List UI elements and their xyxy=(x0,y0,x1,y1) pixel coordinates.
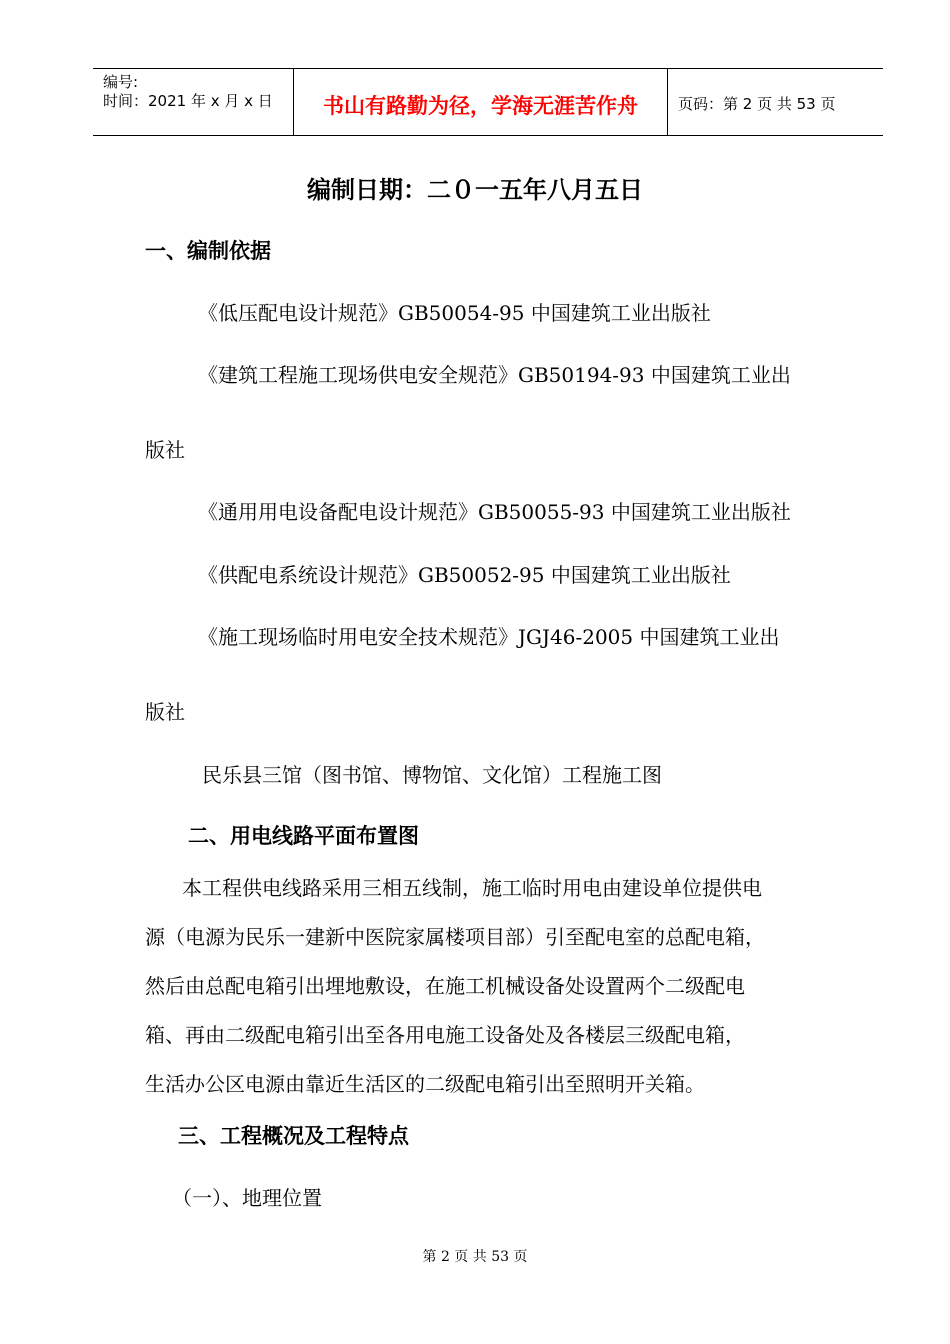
basis-line: 《施工现场临时用电安全技术规范》JGJ46-2005 中国建筑工业出 xyxy=(198,625,780,649)
number-label: 编号: xyxy=(103,73,139,91)
basis-line: 《通用用电设备配电设计规范》GB50055-93 中国建筑工业出版社 xyxy=(198,500,791,524)
basis-line: 《供配电系统设计规范》GB50052-95 中国建筑工业出版社 xyxy=(198,563,731,587)
page-number-label: 页码：第 2 页 共 53 页 xyxy=(678,95,836,113)
header-table xyxy=(93,68,883,136)
page-footer: 第 2 页 共 53 页 xyxy=(422,1249,528,1265)
layout-paragraph-line: 本工程供电线路采用三相五线制，施工临时用电由建设单位提供电 xyxy=(182,876,762,900)
layout-paragraph-line: 箱、再由二级配电箱引出至各用电施工设备处及各楼层三级配电箱， xyxy=(145,1023,745,1047)
time-label: 时间：2021 年 x 月 x 日 xyxy=(103,92,273,110)
header-page-cell xyxy=(668,69,883,135)
motto-text: 书山有路勤为径，学海无涯苦作舟 xyxy=(323,94,638,118)
basis-line: 《低压配电设计规范》GB50054-95 中国建筑工业出版社 xyxy=(198,301,711,325)
subsection-location: （一）、地理位置 xyxy=(172,1186,322,1210)
basis-line: 《建筑工程施工现场供电安全规范》GB50194-93 中国建筑工业出 xyxy=(198,363,791,387)
section-heading-basis: 一、编制依据 xyxy=(145,239,271,263)
layout-paragraph-line: 源（电源为民乐一建新中医院家属楼项目部）引至配电室的总配电箱， xyxy=(145,925,765,949)
section-heading-layout: 二、用电线路平面布置图 xyxy=(188,824,419,848)
basis-line: 民乐县三馆（图书馆、博物馆、文化馆）工程施工图 xyxy=(202,763,662,787)
document-title: 编制日期：二０一五年八月五日 xyxy=(307,176,643,204)
header-info-cell xyxy=(93,69,294,135)
layout-paragraph-line: 生活办公区电源由靠近生活区的二级配电箱引出至照明开关箱。 xyxy=(145,1072,705,1096)
section-heading-overview: 三、工程概况及工程特点 xyxy=(178,1124,409,1148)
header-motto-cell xyxy=(294,69,668,135)
basis-line: 版社 xyxy=(145,438,185,462)
basis-line: 版社 xyxy=(145,700,185,724)
layout-paragraph-line: 然后由总配电箱引出埋地敷设，在施工机械设备处设置两个二级配电 xyxy=(145,974,745,998)
